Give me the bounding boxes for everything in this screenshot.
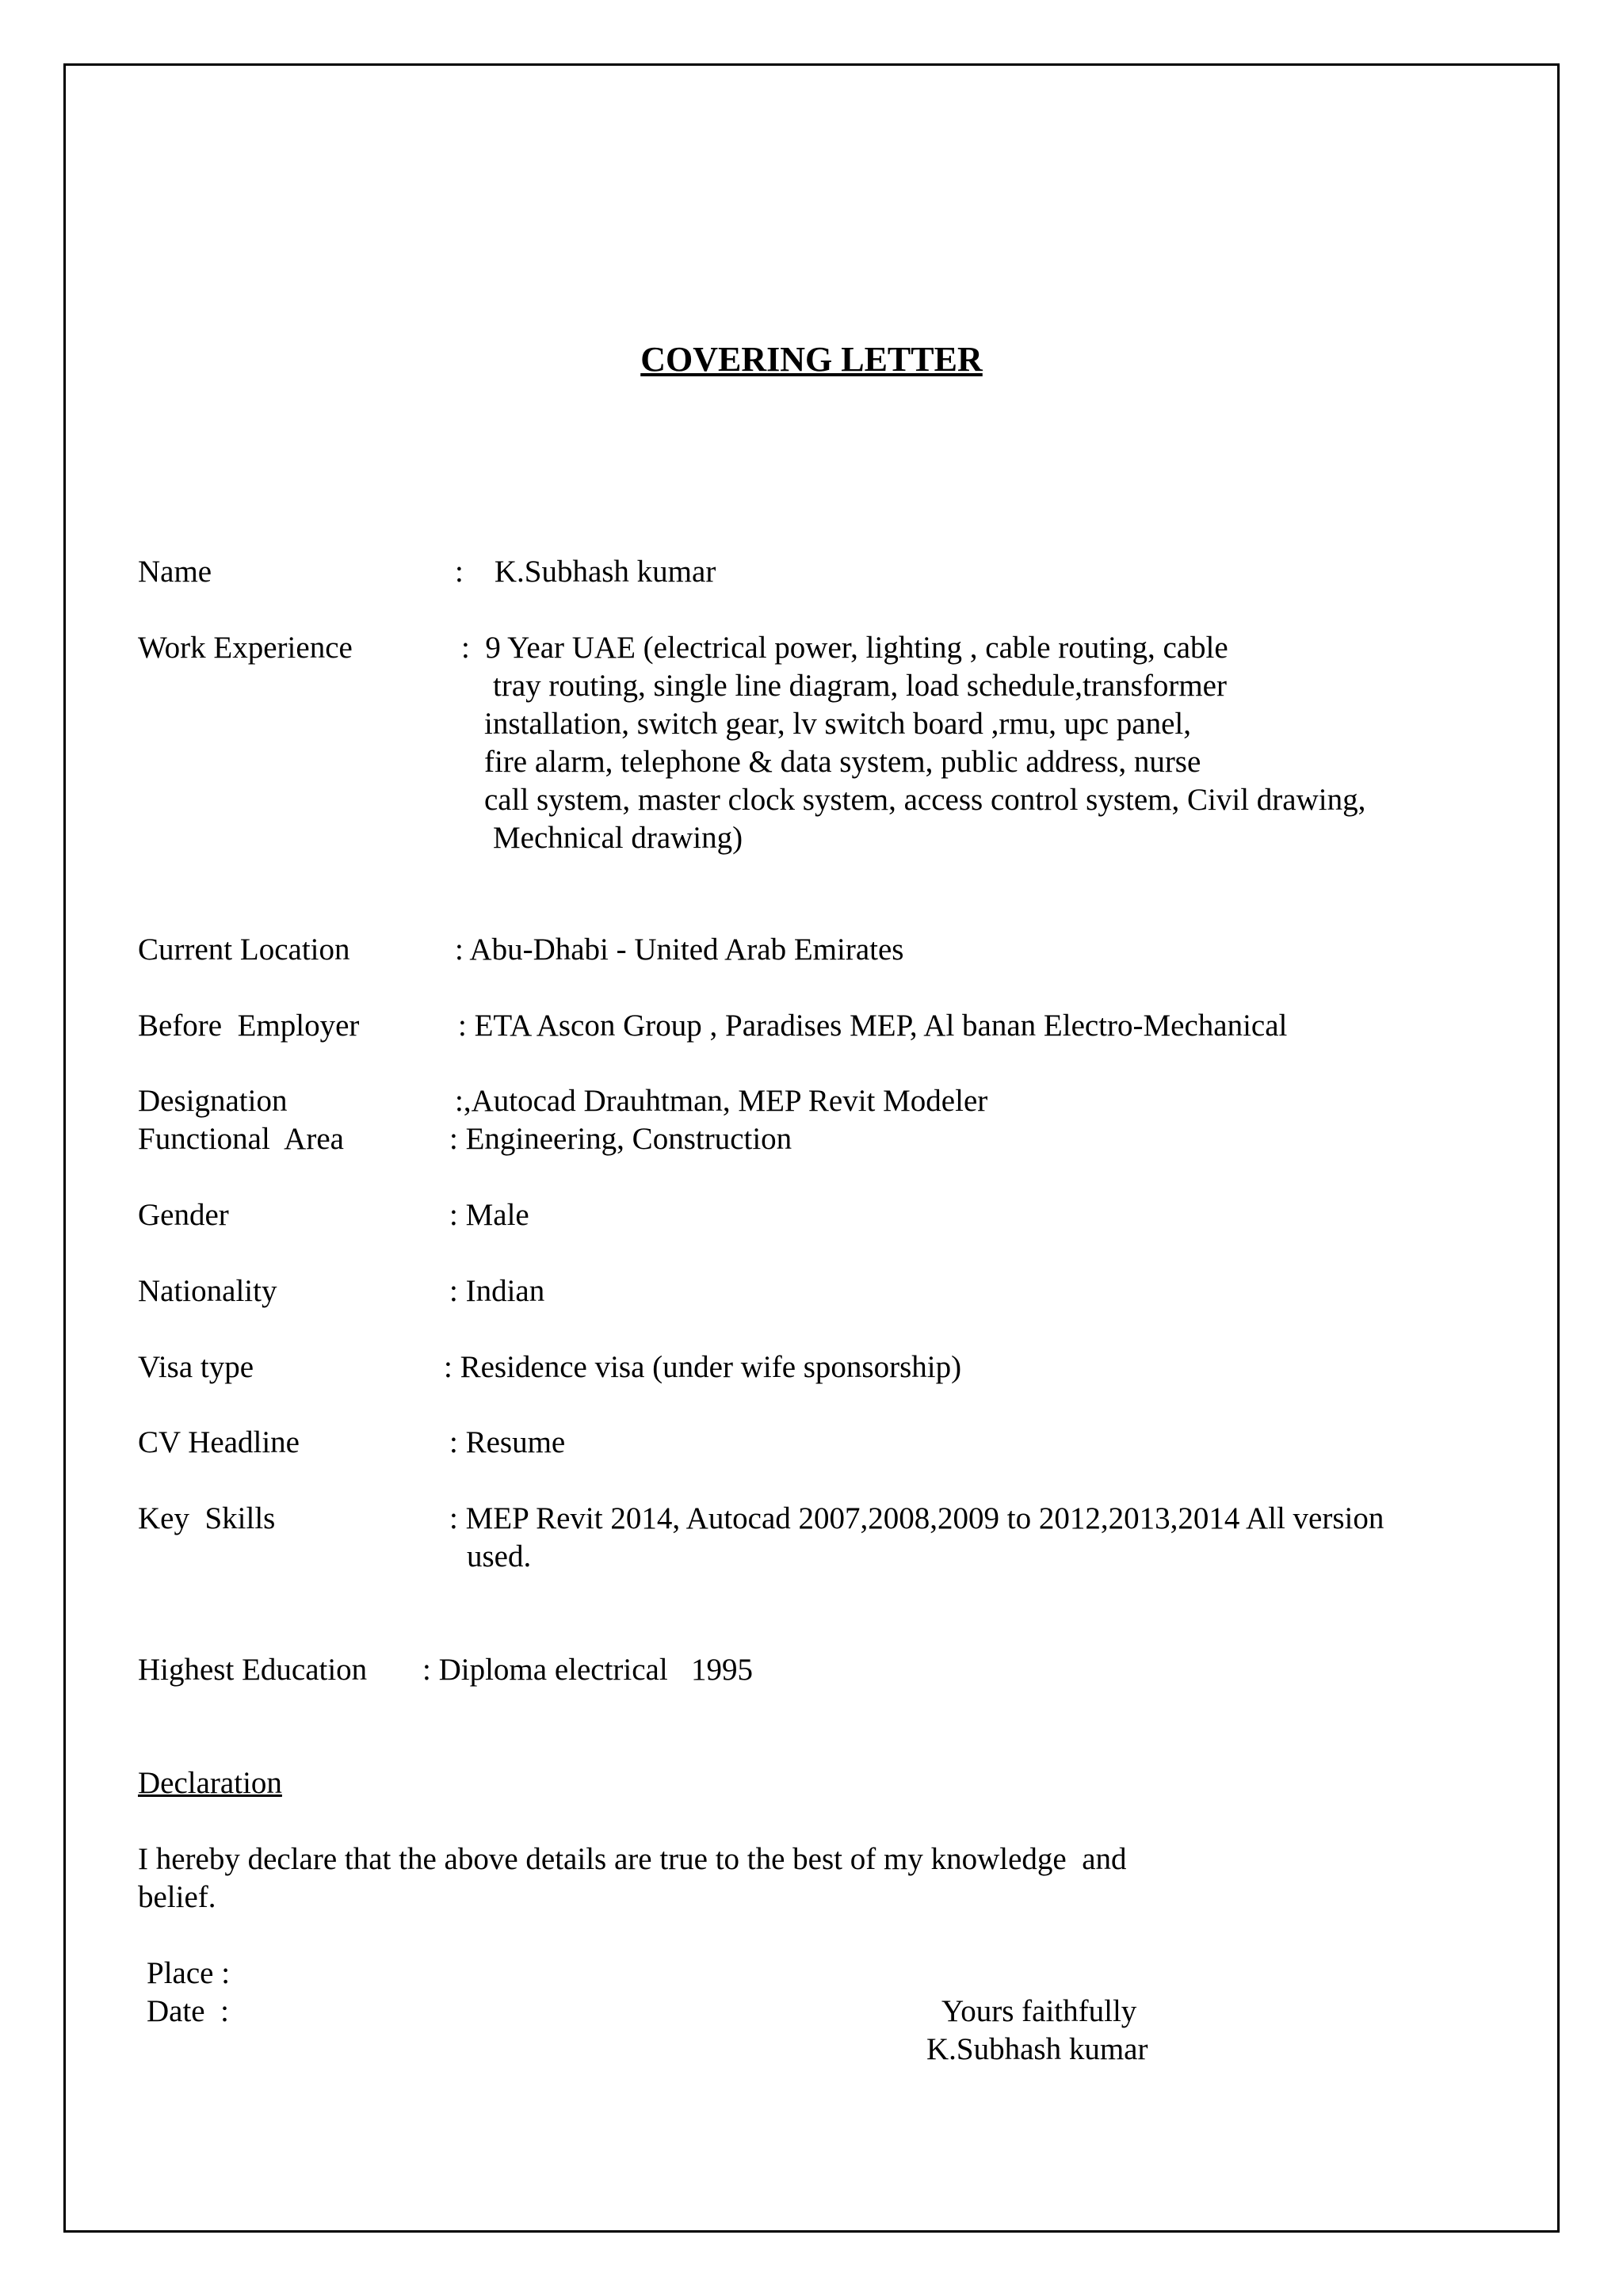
functional-area-value: : Engineering, Construction <box>449 1122 792 1156</box>
visa-type-value: : Residence visa (under wife sponsorship) <box>444 1350 962 1384</box>
work-experience-line: call system, master clock system, access control system, Civil drawing, <box>484 783 1366 817</box>
date-label: Date : <box>147 1994 229 2028</box>
gender-label: Gender <box>138 1198 229 1232</box>
place-label: Place : <box>147 1956 231 1990</box>
before-employer-label: Before Employer <box>138 1009 360 1043</box>
work-experience-line: installation, switch gear, lv switch board ,rmu, upc panel, <box>484 707 1191 741</box>
cv-headline-value: : Resume <box>449 1425 566 1459</box>
nationality-label: Nationality <box>138 1274 277 1308</box>
key-skills-label: Key Skills <box>138 1501 276 1535</box>
highest-education-label: Highest Education <box>138 1653 368 1687</box>
page-title: COVERING LETTER <box>640 340 983 379</box>
name-value: : K.Subhash kumar <box>455 555 716 589</box>
signature-name: K.Subhash kumar <box>926 2032 1148 2066</box>
key-skills-line: : MEP Revit 2014, Autocad 2007,2008,2009 to 2012,2013,2014 All version <box>449 1501 1384 1535</box>
highest-education-value: : Diploma electrical 1995 <box>422 1653 753 1687</box>
designation-label: Designation <box>138 1084 288 1118</box>
declaration-line: I hereby declare that the above details are true to the best of my knowledge and <box>138 1842 1127 1876</box>
functional-area-label: Functional Area <box>138 1122 344 1156</box>
designation-value: :,Autocad Drauhtman, MEP Revit Modeler <box>455 1084 988 1118</box>
current-location-value: : Abu-Dhabi - United Arab Emirates <box>455 933 904 967</box>
gender-value: : Male <box>449 1198 529 1232</box>
current-location-label: Current Location <box>138 933 350 967</box>
work-experience-line: : 9 Year UAE (electrical power, lighting , cable routing, cable <box>461 631 1228 665</box>
work-experience-label: Work Experience <box>138 631 353 665</box>
visa-type-label: Visa type <box>138 1350 254 1384</box>
work-experience-line: tray routing, single line diagram, load schedule,transformer <box>493 669 1227 703</box>
name-label: Name <box>138 555 212 589</box>
before-employer-value: : ETA Ascon Group , Paradises MEP, Al banan Electro-Mechanical <box>458 1009 1288 1043</box>
declaration-line: belief. <box>138 1880 216 1914</box>
work-experience-line: fire alarm, telephone & data system, public address, nurse <box>484 745 1201 779</box>
key-skills-line: used. <box>467 1539 532 1573</box>
closing-text: Yours faithfully <box>941 1994 1137 2028</box>
cv-headline-label: CV Headline <box>138 1425 300 1459</box>
declaration-heading: Declaration <box>138 1766 282 1800</box>
nationality-value: : Indian <box>449 1274 545 1308</box>
work-experience-line: Mechnical drawing) <box>493 821 743 855</box>
